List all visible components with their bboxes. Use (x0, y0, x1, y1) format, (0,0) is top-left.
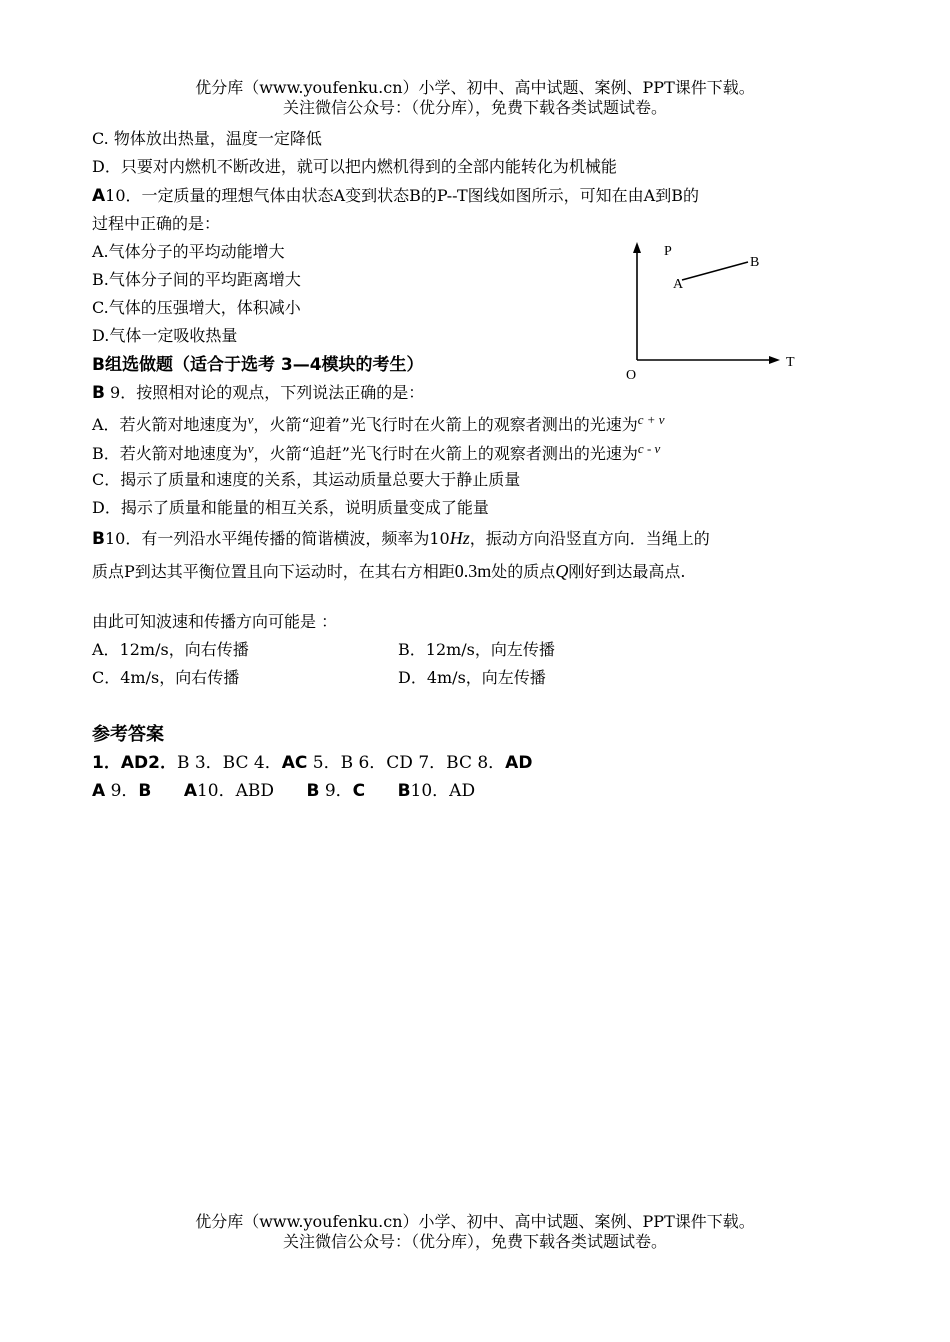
answer-segment: A (183, 781, 197, 801)
group-b-title: B组选做题（适合于选考 3—4模块的考生） (92, 355, 424, 375)
option-text: ，火箭“迎着”光飞行时在火箭上的观察者测出的光速为 (253, 415, 638, 434)
point-q: Q (555, 561, 569, 581)
b10-option-a: A．12m/s，向右传播 (92, 640, 249, 659)
unit-hz: Hz (449, 528, 470, 548)
b10-option-b: B．12m/s，向左传播 (398, 640, 555, 659)
header-line-2: 关注微信公众号：（优分库），免费下载各类试题试卷。 (282, 98, 667, 117)
pt-graph (620, 236, 810, 386)
footer-line-1: 优分库（www.youfenku.cn）小学、初中、高中试题、案例、PPT课件下载。 (195, 1212, 755, 1231)
a10-option-c: C.气体的压强增大，体积减小 (92, 298, 301, 317)
expression: c - v (637, 441, 661, 456)
question-b9 (92, 382, 424, 404)
answer-segment (365, 781, 397, 801)
a-label: A (673, 277, 684, 292)
a10-option-a: A.气体分子的平均动能增大 (92, 242, 285, 261)
b10-option-c: C．4m/s，向右传播 (92, 668, 240, 687)
t-label: T (786, 355, 795, 370)
answer-segment: B (397, 781, 411, 801)
question-mark: B (92, 383, 105, 403)
answer-segment: 10．AD (410, 781, 476, 801)
velocity-symbol: v (247, 412, 254, 427)
a10-option-b: B.气体分子间的平均距离增大 (92, 270, 301, 289)
answer-segment: B (138, 781, 152, 801)
question-text: 10．一定质量的理想气体由状态A变到状态B的P--T图线如图所示，可知在由A到B的 (105, 186, 699, 205)
question-text: ，振动方向沿竖直方向．当绳上的 (469, 529, 710, 548)
b-label: B (750, 255, 760, 270)
a10-option-d: D.气体一定吸收热量 (92, 326, 238, 345)
question-text: 处的质点 (491, 562, 556, 581)
option-text: A．若火箭对地速度为 (92, 415, 248, 434)
answer-segment: AD (505, 753, 533, 773)
answer-segment: 2． (148, 753, 177, 773)
b9-option-b (92, 443, 660, 466)
answer-segment (151, 781, 183, 801)
question-mark: A (92, 186, 106, 206)
option-text: B．若火箭对地速度为 (92, 444, 248, 463)
b9-option-d: D．揭示了质量和能量的相互关系，说明质量变成了能量 (92, 498, 489, 517)
b10-option-d: D．4m/s，向左传播 (398, 668, 546, 687)
answer-segment: 9． (105, 781, 139, 801)
question-b10-prompt: 由此可知波速和传播方向可能是 ： (92, 612, 338, 631)
answers-title: 参考答案 (92, 724, 164, 745)
p-axis-arrow-icon (633, 242, 641, 253)
distance-value: 0.3m (454, 561, 492, 581)
prev-option-c: C. 物体放出热量，温度一定降低 (92, 129, 322, 148)
b9-option-c: C．揭示了质量和速度的关系，其运动质量总要大于静止质量 (92, 470, 521, 489)
footer-line-2: 关注微信公众号：（优分库），免费下载各类试题试卷。 (282, 1232, 667, 1251)
answers-row-1 (92, 752, 532, 774)
answer-segment: 5．B 6．CD 7．BC 8． (307, 753, 506, 773)
answer-segment: C (352, 781, 366, 801)
ab-line (682, 262, 748, 280)
question-text: 质点P到达其平衡位置且向下运动时，在其右方相距 (92, 562, 455, 581)
answers-row-2 (92, 780, 475, 802)
question-mark: B (92, 529, 105, 549)
velocity-symbol: v (247, 441, 254, 456)
answer-segment: AC (281, 753, 308, 773)
answer-segment: A (92, 781, 106, 801)
answer-segment: B (306, 781, 320, 801)
prev-option-d: D．只要对内燃机不断改进，就可以把内燃机得到的全部内能转化为机械能 (92, 157, 617, 176)
question-a10 (92, 185, 699, 207)
option-text: ，火箭“追赶”光飞行时在火箭上的观察者测出的光速为 (253, 444, 638, 463)
header-line-1: 优分库（www.youfenku.cn）小学、初中、高中试题、案例、PPT课件下载。 (195, 78, 755, 97)
question-b10-cont (92, 560, 685, 583)
t-axis-arrow-icon (769, 356, 780, 364)
expression: c + v (637, 412, 665, 427)
question-text: 10．有一列沿水平绳传播的简谐横波，频率为10 (104, 529, 450, 548)
question-text: 刚好到达最高点. (568, 562, 686, 581)
p-label: P (664, 244, 672, 259)
answer-segment: 9． (319, 781, 353, 801)
answer-segment: B 3．BC 4． (176, 753, 282, 773)
b9-option-a (92, 414, 665, 437)
answer-segment: 10．ABD (196, 781, 307, 801)
question-a10-cont: 过程中正确的是： (92, 214, 221, 233)
answer-segment: 1．AD (92, 753, 149, 773)
o-label: O (626, 368, 637, 383)
question-b10 (92, 527, 710, 550)
question-text: 9．按照相对论的观点，下列说法正确的是： (104, 383, 425, 402)
